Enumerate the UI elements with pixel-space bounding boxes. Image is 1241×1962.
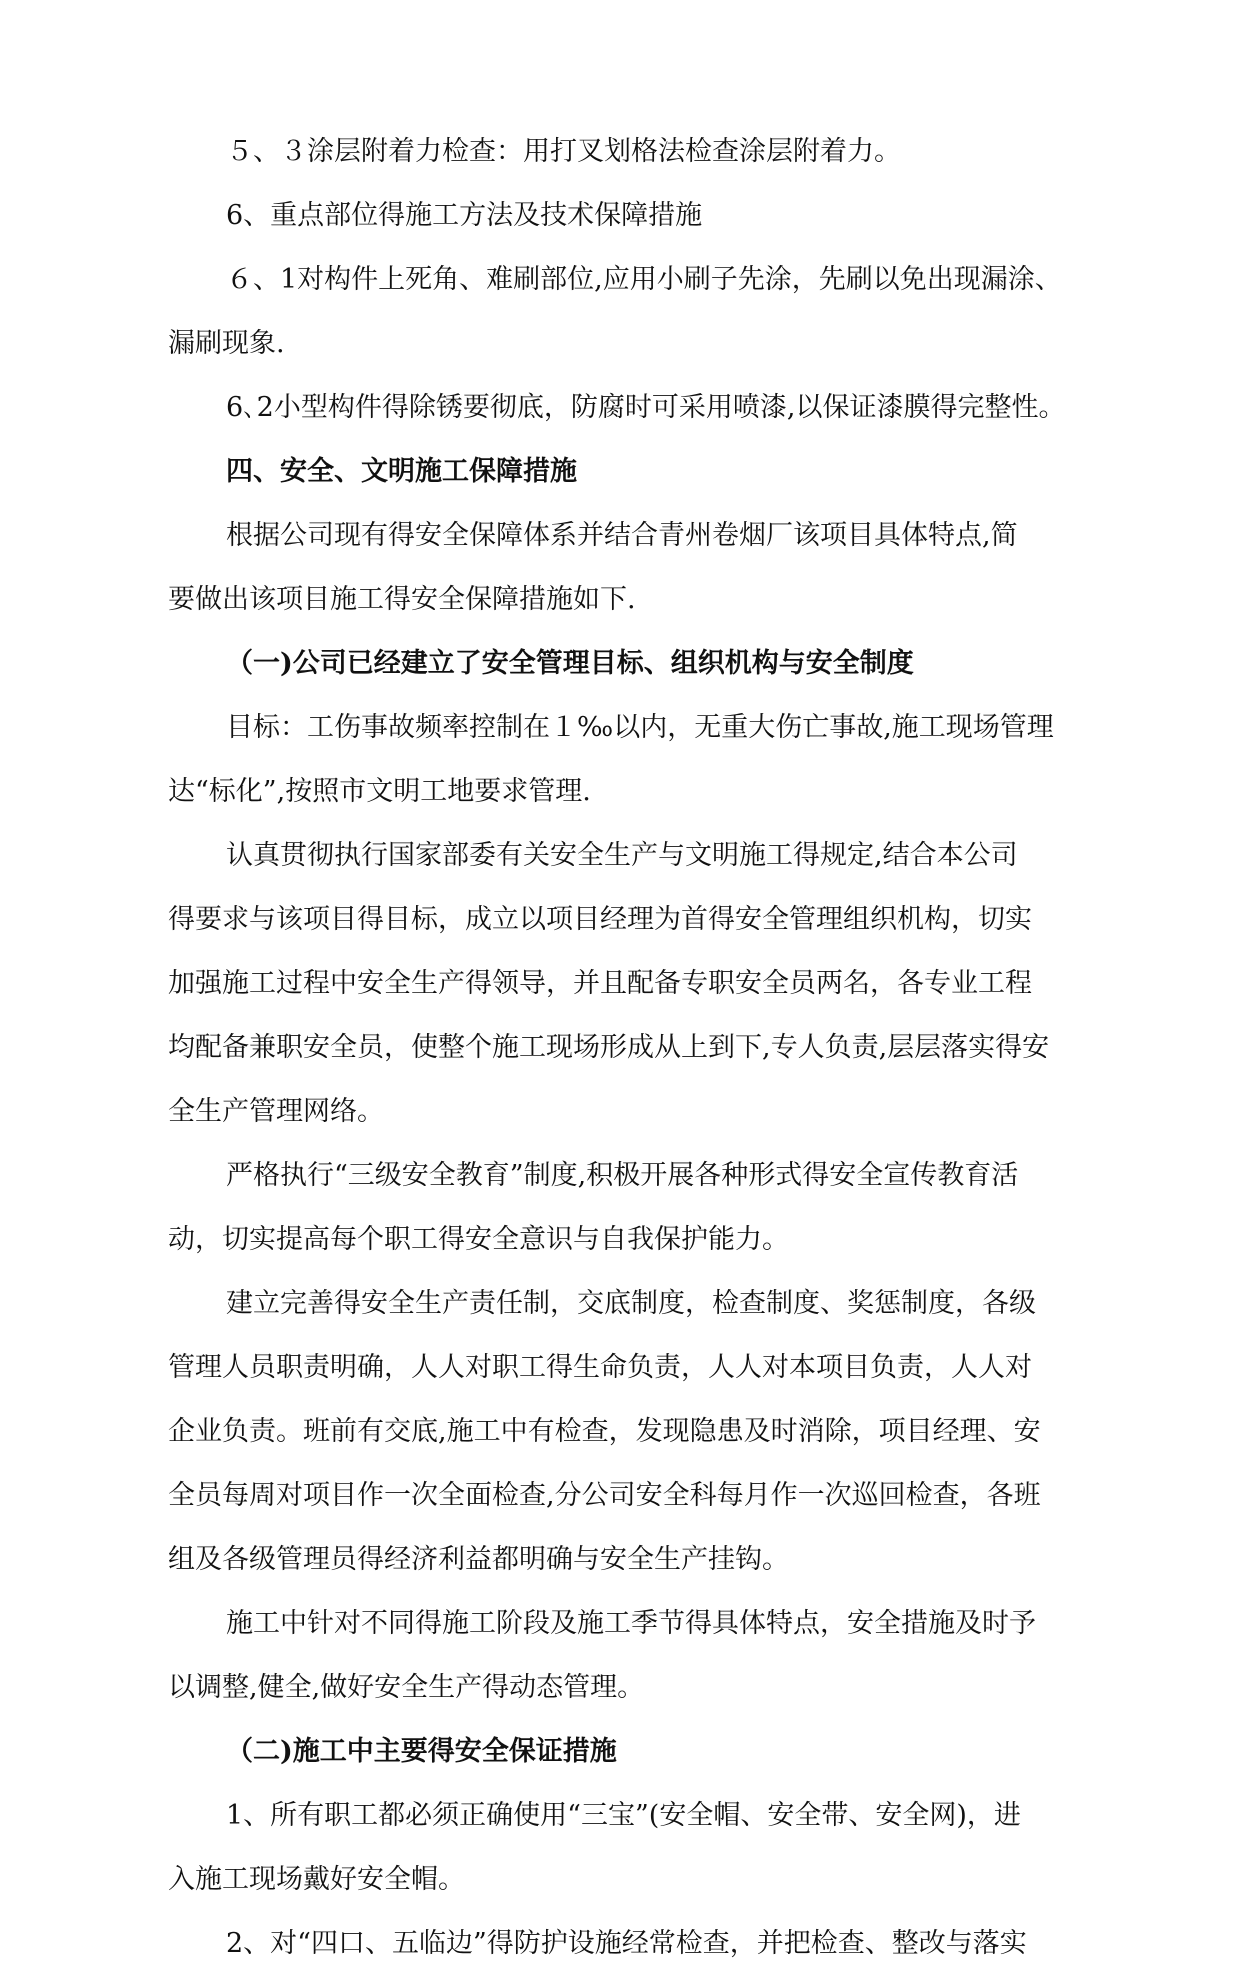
measure-1-line2: 入施工现场戴好安全帽。 <box>168 1864 465 1895</box>
paragraph-6-2: 6､2小型构件得除锈要彻底，防腐时可采用喷漆,以保证漆膜得完整性。 <box>226 392 1066 423</box>
education-line1: 严格执行“三级安全教育”制度,积极开展各种形式得安全宣传教育活 <box>226 1160 1019 1191</box>
paragraph-5-3: ５、３涂层附着力检查：用打叉划格法检查涂层附着力。 <box>226 136 901 167</box>
section-6-title: 6、重点部位得施工方法及技术保障措施 <box>226 200 703 231</box>
intro-line1: 根据公司现有得安全保障体系并结合青州卷烟厂该项目具体特点,简 <box>226 520 1018 551</box>
goal-line2: 达“标化”,按照市文明工地要求管理. <box>168 776 591 807</box>
paragraph-6-1-line2: 漏刷现象. <box>168 328 285 359</box>
responsibility-line1: 建立完善得安全生产责任制，交底制度，检查制度、奖惩制度，各级 <box>226 1288 1036 1319</box>
responsibility-line5: 组及各级管理员得经济利益都明确与安全生产挂钩。 <box>168 1544 789 1575</box>
measure-1-line1: 1、所有职工都必须正确使用“三宝”(安全帽、安全带、安全网)，进 <box>226 1800 1021 1831</box>
subsection-2-heading: （二)施工中主要得安全保证措施 <box>226 1736 617 1767</box>
section-4-heading: 四、安全、文明施工保障措施 <box>226 456 577 487</box>
education-line2: 动，切实提高每个职工得安全意识与自我保护能力。 <box>168 1224 789 1255</box>
implement-line5: 全生产管理网络。 <box>168 1096 384 1127</box>
document-body <box>168 134 1110 1962</box>
implement-line4: 均配备兼职安全员，使整个施工现场形成从上到下,专人负责,层层落实得安 <box>168 1032 1050 1063</box>
dynamic-line2: 以调整,健全,做好安全生产得动态管理。 <box>168 1672 645 1703</box>
goal-line1: 目标：工伤事故频率控制在１‰以内，无重大伤亡事故,施工现场管理 <box>226 712 1054 743</box>
subsection-1-heading: （一)公司已经建立了安全管理目标、组织机构与安全制度 <box>226 648 914 679</box>
implement-line3: 加强施工过程中安全生产得领导，并且配备专职安全员两名，各专业工程 <box>168 968 1032 999</box>
implement-line2: 得要求与该项目得目标，成立以项目经理为首得安全管理组织机构，切实 <box>168 904 1032 935</box>
responsibility-line4: 全员每周对项目作一次全面检查,分公司安全科每月作一次巡回检查，各班 <box>168 1480 1041 1511</box>
dynamic-line1: 施工中针对不同得施工阶段及施工季节得具体特点，安全措施及时予 <box>226 1608 1036 1639</box>
implement-line1: 认真贯彻执行国家部委有关安全生产与文明施工得规定,结合本公司 <box>226 840 1018 871</box>
responsibility-line2: 管理人员职责明确，人人对职工得生命负责，人人对本项目负责，人人对 <box>168 1352 1032 1383</box>
paragraph-6-1-line1: ６、1对构件上死角、难刷部位,应用小刷子先涂，先刷以免出现漏涂、 <box>226 264 1062 295</box>
measure-2-line1: 2、对“四口、五临边”得防护设施经常检查，并把检查、整改与落实 <box>226 1928 1027 1959</box>
responsibility-line3: 企业负责。班前有交底,施工中有检查，发现隐患及时消除，项目经理、安 <box>168 1416 1041 1447</box>
intro-line2: 要做出该项目施工得安全保障措施如下. <box>168 584 636 615</box>
